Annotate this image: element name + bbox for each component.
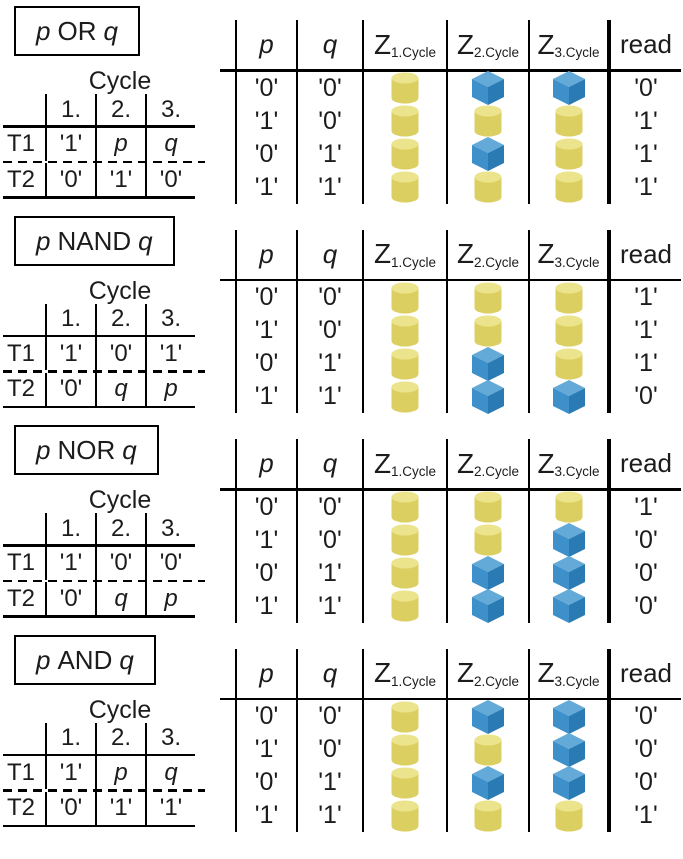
cylinder-icon bbox=[473, 799, 503, 833]
z-subscript-label: 3.Cycle bbox=[554, 464, 600, 479]
cell-q: '1' bbox=[296, 347, 362, 380]
cylinder-icon bbox=[390, 733, 420, 767]
cell-p: '1' bbox=[235, 380, 296, 413]
gate-operator: AND bbox=[57, 644, 113, 675]
col-header-q: q bbox=[296, 230, 362, 279]
left-pane bbox=[0, 215, 235, 409]
col-header-z-cycle-2 bbox=[446, 20, 528, 69]
truth-table bbox=[235, 230, 681, 414]
gate-operand-q: q bbox=[122, 435, 137, 465]
cell-z-cycle-2-cylinder bbox=[446, 799, 528, 832]
cycle-value-cell: '1' bbox=[45, 756, 95, 789]
gate-section-or bbox=[0, 5, 683, 204]
cycle-table-title: Cycle bbox=[88, 486, 152, 514]
cell-p: '0' bbox=[235, 557, 296, 590]
cube-icon bbox=[552, 588, 586, 624]
cylinder-icon bbox=[390, 104, 420, 138]
cell-z-cycle-1-cylinder bbox=[362, 138, 446, 171]
cylinder-icon bbox=[554, 104, 584, 138]
cell-z-cycle-2-cylinder bbox=[446, 491, 528, 524]
z-base-label: Z bbox=[537, 28, 555, 60]
cycle-table-title: Cycle bbox=[88, 695, 152, 724]
cell-q: '0' bbox=[296, 700, 362, 733]
cube-icon bbox=[552, 70, 586, 106]
gate-operator: OR bbox=[57, 16, 97, 46]
cube-icon bbox=[471, 555, 505, 591]
cell-z-cycle-2-cube bbox=[446, 700, 528, 733]
cylinder-icon bbox=[473, 733, 503, 767]
cycle-row-label: T1 bbox=[7, 339, 36, 367]
cycle-corner-cell bbox=[3, 723, 45, 754]
gate-label-box bbox=[14, 635, 156, 685]
cell-read: '1' bbox=[607, 171, 681, 204]
z-base-label: Z bbox=[373, 238, 392, 269]
right-pane bbox=[235, 20, 681, 204]
cell-p: '0' bbox=[235, 766, 296, 799]
cycle-col-header: 1. bbox=[45, 94, 95, 125]
cube-icon bbox=[552, 522, 586, 558]
cell-p: '0' bbox=[235, 281, 296, 314]
cell-z-cycle-3-cube bbox=[528, 380, 607, 413]
cycle-col-header: 3. bbox=[145, 304, 195, 335]
cylinder-icon bbox=[390, 347, 420, 381]
z-subscript-label: 2.Cycle bbox=[474, 45, 520, 60]
right-pane bbox=[235, 649, 681, 833]
cell-z-cycle-2-cube bbox=[446, 347, 528, 380]
cylinder-icon bbox=[390, 137, 420, 171]
cycle-bottom-rule bbox=[3, 406, 195, 409]
cylinder-icon bbox=[554, 490, 584, 524]
gate-section-nor bbox=[0, 424, 683, 623]
truth-table bbox=[235, 20, 681, 204]
cycle-row-label: T1 bbox=[7, 758, 36, 786]
cycle-row-label: T1 bbox=[7, 130, 36, 158]
cube-icon bbox=[471, 70, 505, 106]
gate-section-nand bbox=[0, 215, 683, 414]
cycle-row-label: T2 bbox=[7, 165, 36, 193]
cell-z-cycle-1-cylinder bbox=[362, 314, 446, 347]
cell-p: '1' bbox=[235, 590, 296, 623]
cell-z-cycle-2-cube bbox=[446, 590, 528, 623]
cell-q: '1' bbox=[296, 171, 362, 204]
cycle-col-header: 3. bbox=[145, 94, 195, 125]
cylinder-icon bbox=[390, 71, 420, 105]
left-pane bbox=[0, 424, 235, 618]
col-header-z-cycle-3 bbox=[528, 649, 607, 698]
cell-q: '0' bbox=[296, 281, 362, 314]
cycle-col-header: 2. bbox=[95, 513, 145, 544]
cell-z-cycle-3-cylinder bbox=[528, 314, 607, 347]
cell-z-cycle-3-cylinder bbox=[528, 138, 607, 171]
cell-z-cycle-2-cylinder bbox=[446, 281, 528, 314]
gate-operand-q: q bbox=[103, 16, 118, 46]
cube-icon bbox=[471, 588, 505, 624]
cycle-table bbox=[3, 68, 195, 199]
cell-q: '1' bbox=[296, 590, 362, 623]
cell-read: '0' bbox=[607, 590, 681, 623]
cycle-value-cell: '1' bbox=[95, 792, 145, 825]
z-subscript-label: 3.Cycle bbox=[554, 673, 600, 689]
cell-read: '1' bbox=[607, 491, 681, 524]
cycle-corner-cell bbox=[3, 513, 45, 544]
cell-z-cycle-1-cylinder bbox=[362, 347, 446, 380]
cycle-value-cell: '0' bbox=[45, 163, 95, 196]
truth-table bbox=[235, 439, 681, 623]
cylinder-icon bbox=[473, 281, 503, 315]
cell-z-cycle-1-cylinder bbox=[362, 799, 446, 832]
cell-read: '0' bbox=[607, 766, 681, 799]
cell-z-cycle-3-cube bbox=[528, 557, 607, 590]
cell-q: '0' bbox=[296, 733, 362, 766]
col-header-q: q bbox=[296, 439, 362, 488]
cube-icon bbox=[552, 699, 586, 735]
cycle-value-cell: p bbox=[145, 373, 195, 406]
col-header-z-cycle-1 bbox=[362, 439, 446, 488]
cycle-col-header: 1. bbox=[45, 304, 95, 335]
gate-operator: NOR bbox=[57, 435, 116, 465]
cube-icon bbox=[471, 136, 505, 172]
cube-icon bbox=[552, 732, 586, 768]
cycle-col-header: 2. bbox=[95, 94, 145, 125]
z-subscript-label: 1.Cycle bbox=[391, 254, 437, 270]
cylinder-icon bbox=[390, 700, 420, 734]
cube-icon bbox=[552, 379, 586, 415]
cycle-value-cell: p bbox=[95, 756, 145, 789]
right-pane bbox=[235, 439, 681, 623]
cell-z-cycle-1-cylinder bbox=[362, 557, 446, 590]
cell-q: '0' bbox=[296, 491, 362, 524]
cycle-row-label: T2 bbox=[7, 584, 36, 612]
cycle-value-cell: q bbox=[95, 582, 145, 615]
cell-z-cycle-1-cylinder bbox=[362, 766, 446, 799]
cylinder-icon bbox=[554, 137, 584, 171]
col-header-z-cycle-2 bbox=[446, 649, 528, 698]
cycle-value-cell: '0' bbox=[95, 337, 145, 370]
z-subscript-label: 2.Cycle bbox=[474, 673, 520, 689]
cell-z-cycle-3-cube bbox=[528, 733, 607, 766]
cycle-col-header: 3. bbox=[145, 513, 195, 544]
z-subscript-label: 2.Cycle bbox=[474, 464, 520, 479]
cylinder-icon bbox=[473, 170, 503, 204]
left-pane bbox=[0, 634, 235, 828]
col-header-z-cycle-1 bbox=[362, 649, 446, 698]
cycle-value-cell: '1' bbox=[145, 337, 195, 370]
cell-read: '1' bbox=[607, 281, 681, 314]
cycle-value-cell: p bbox=[95, 128, 145, 161]
gate-operand-p: p bbox=[36, 225, 51, 256]
cycle-col-header: 2. bbox=[95, 723, 145, 754]
cell-read: '1' bbox=[607, 347, 681, 380]
cell-p: '1' bbox=[235, 799, 296, 832]
cell-q: '0' bbox=[296, 524, 362, 557]
cell-z-cycle-1-cylinder bbox=[362, 524, 446, 557]
cycle-table-title: Cycle bbox=[88, 276, 152, 305]
z-base-label: Z bbox=[537, 657, 555, 688]
z-base-label: Z bbox=[456, 447, 475, 479]
col-header-q: q bbox=[296, 649, 362, 698]
cylinder-icon bbox=[390, 281, 420, 315]
cycle-bottom-rule bbox=[3, 615, 195, 618]
col-header-z-cycle-3 bbox=[528, 20, 607, 69]
col-header-read: read bbox=[607, 230, 681, 279]
z-subscript-label: 2.Cycle bbox=[474, 254, 520, 270]
z-subscript-label: 3.Cycle bbox=[554, 45, 600, 60]
gate-operand-q: q bbox=[119, 644, 134, 675]
cylinder-icon bbox=[390, 380, 420, 414]
cube-icon bbox=[471, 379, 505, 415]
cell-p: '0' bbox=[235, 700, 296, 733]
cycle-value-cell: q bbox=[95, 373, 145, 406]
cell-p: '0' bbox=[235, 491, 296, 524]
cell-z-cycle-2-cylinder bbox=[446, 733, 528, 766]
left-pane bbox=[0, 5, 235, 199]
cell-z-cycle-1-cylinder bbox=[362, 171, 446, 204]
cell-read: '0' bbox=[607, 72, 681, 105]
cycle-value-cell: '0' bbox=[95, 547, 145, 580]
cycle-value-cell: '1' bbox=[45, 547, 95, 580]
gate-operand-p: p bbox=[36, 435, 51, 465]
cell-read: '0' bbox=[607, 380, 681, 413]
cycle-table bbox=[3, 697, 195, 828]
col-header-z-cycle-3 bbox=[528, 230, 607, 279]
col-header-p: p bbox=[235, 439, 296, 488]
cell-read: '1' bbox=[607, 105, 681, 138]
cycle-grid bbox=[3, 513, 195, 618]
cycle-value-cell: '1' bbox=[95, 163, 145, 196]
cell-z-cycle-3-cylinder bbox=[528, 347, 607, 380]
cylinder-icon bbox=[390, 314, 420, 348]
cycle-grid bbox=[3, 94, 195, 199]
cell-p: '0' bbox=[235, 347, 296, 380]
truth-table bbox=[235, 649, 681, 833]
cell-z-cycle-1-cylinder bbox=[362, 491, 446, 524]
cylinder-icon bbox=[473, 314, 503, 348]
cycle-grid bbox=[3, 304, 195, 409]
cell-z-cycle-3-cube bbox=[528, 700, 607, 733]
cylinder-icon bbox=[390, 523, 420, 557]
cell-q: '1' bbox=[296, 557, 362, 590]
cell-q: '0' bbox=[296, 314, 362, 347]
cylinder-icon bbox=[554, 347, 584, 381]
col-header-read: read bbox=[607, 20, 681, 69]
cell-z-cycle-2-cylinder bbox=[446, 171, 528, 204]
cell-read: '1' bbox=[607, 799, 681, 832]
cycle-corner-cell bbox=[3, 94, 45, 125]
cell-p: '0' bbox=[235, 72, 296, 105]
gate-label-box bbox=[14, 6, 140, 56]
col-header-z-cycle-2 bbox=[446, 439, 528, 488]
cell-z-cycle-2-cube bbox=[446, 138, 528, 171]
cell-z-cycle-2-cube bbox=[446, 72, 528, 105]
cycle-value-cell: p bbox=[145, 582, 195, 615]
cycle-value-cell: '1' bbox=[45, 337, 95, 370]
col-header-read: read bbox=[607, 649, 681, 698]
cycle-value-cell: '0' bbox=[45, 373, 95, 406]
cell-z-cycle-3-cylinder bbox=[528, 171, 607, 204]
cell-q: '0' bbox=[296, 72, 362, 105]
cell-z-cycle-3-cylinder bbox=[528, 799, 607, 832]
cell-p: '1' bbox=[235, 105, 296, 138]
cube-icon bbox=[471, 699, 505, 735]
cube-icon bbox=[552, 555, 586, 591]
cycle-row-label: T2 bbox=[7, 375, 36, 403]
cylinder-icon bbox=[390, 589, 420, 623]
cycle-value-cell: '0' bbox=[45, 792, 95, 825]
cell-z-cycle-2-cube bbox=[446, 380, 528, 413]
cell-p: '0' bbox=[235, 138, 296, 171]
cell-z-cycle-3-cylinder bbox=[528, 105, 607, 138]
cylinder-icon bbox=[390, 799, 420, 833]
cell-z-cycle-1-cylinder bbox=[362, 733, 446, 766]
cell-z-cycle-2-cube bbox=[446, 557, 528, 590]
cell-z-cycle-1-cylinder bbox=[362, 105, 446, 138]
cylinder-icon bbox=[554, 281, 584, 315]
col-header-z-cycle-1 bbox=[362, 20, 446, 69]
z-base-label: Z bbox=[373, 28, 392, 60]
gate-operand-q: q bbox=[138, 225, 153, 256]
z-subscript-label: 1.Cycle bbox=[391, 45, 437, 60]
cube-icon bbox=[471, 346, 505, 382]
col-header-z-cycle-1 bbox=[362, 230, 446, 279]
cycle-table bbox=[3, 487, 195, 618]
gate-operator: NAND bbox=[57, 225, 132, 256]
cell-q: '1' bbox=[296, 138, 362, 171]
sections-root bbox=[0, 5, 683, 832]
cycle-col-header: 1. bbox=[45, 513, 95, 544]
gate-operand-p: p bbox=[36, 16, 51, 46]
cell-z-cycle-3-cylinder bbox=[528, 281, 607, 314]
cell-p: '1' bbox=[235, 171, 296, 204]
z-subscript-label: 3.Cycle bbox=[554, 254, 600, 270]
gate-label-box bbox=[14, 425, 159, 475]
cell-p: '1' bbox=[235, 524, 296, 557]
z-base-label: Z bbox=[456, 657, 475, 688]
cycle-corner-cell bbox=[3, 304, 45, 335]
cell-q: '1' bbox=[296, 799, 362, 832]
cell-read: '0' bbox=[607, 557, 681, 590]
gate-label-box bbox=[14, 216, 175, 266]
cell-z-cycle-3-cylinder bbox=[528, 491, 607, 524]
cylinder-icon bbox=[554, 314, 584, 348]
cycle-table-title: Cycle bbox=[88, 67, 152, 95]
cell-z-cycle-1-cylinder bbox=[362, 590, 446, 623]
cycle-table bbox=[3, 278, 195, 409]
cycle-value-cell: '1' bbox=[45, 128, 95, 161]
cylinder-icon bbox=[473, 104, 503, 138]
z-base-label: Z bbox=[373, 447, 392, 479]
z-base-label: Z bbox=[456, 28, 475, 60]
cycle-bottom-rule bbox=[3, 196, 195, 199]
cylinder-icon bbox=[390, 766, 420, 800]
cell-z-cycle-1-cylinder bbox=[362, 281, 446, 314]
cell-z-cycle-1-cylinder bbox=[362, 380, 446, 413]
cell-read: '0' bbox=[607, 524, 681, 557]
cycle-value-cell: q bbox=[145, 128, 195, 161]
cell-q: '0' bbox=[296, 105, 362, 138]
right-pane bbox=[235, 230, 681, 414]
cycle-col-header: 1. bbox=[45, 723, 95, 754]
cell-z-cycle-3-cube bbox=[528, 590, 607, 623]
col-header-q: q bbox=[296, 20, 362, 69]
cylinder-icon bbox=[473, 490, 503, 524]
cylinder-icon bbox=[390, 556, 420, 590]
cycle-value-cell: '0' bbox=[45, 582, 95, 615]
gate-operand-p: p bbox=[36, 644, 51, 675]
cell-q: '1' bbox=[296, 766, 362, 799]
cell-q: '1' bbox=[296, 380, 362, 413]
z-base-label: Z bbox=[537, 238, 555, 269]
cell-read: '1' bbox=[607, 314, 681, 347]
col-header-z-cycle-3 bbox=[528, 439, 607, 488]
cell-z-cycle-2-cylinder bbox=[446, 524, 528, 557]
cylinder-icon bbox=[554, 170, 584, 204]
cell-read: '0' bbox=[607, 700, 681, 733]
z-base-label: Z bbox=[456, 238, 475, 269]
cylinder-icon bbox=[473, 523, 503, 557]
cell-z-cycle-1-cylinder bbox=[362, 700, 446, 733]
cell-p: '1' bbox=[235, 733, 296, 766]
cell-z-cycle-2-cube bbox=[446, 766, 528, 799]
cycle-value-cell: '0' bbox=[145, 163, 195, 196]
cylinder-icon bbox=[390, 170, 420, 204]
col-header-read: read bbox=[607, 439, 681, 488]
cell-p: '1' bbox=[235, 314, 296, 347]
z-base-label: Z bbox=[373, 657, 392, 688]
cycle-col-header: 3. bbox=[145, 723, 195, 754]
col-header-p: p bbox=[235, 230, 296, 279]
cube-icon bbox=[552, 765, 586, 801]
col-header-p: p bbox=[235, 649, 296, 698]
cell-read: '1' bbox=[607, 138, 681, 171]
z-subscript-label: 1.Cycle bbox=[391, 673, 437, 689]
cube-icon bbox=[471, 765, 505, 801]
cell-z-cycle-3-cube bbox=[528, 524, 607, 557]
z-base-label: Z bbox=[537, 447, 555, 479]
cell-z-cycle-1-cylinder bbox=[362, 72, 446, 105]
cell-z-cycle-2-cylinder bbox=[446, 314, 528, 347]
cycle-bottom-rule bbox=[3, 825, 195, 828]
cycle-value-cell: '0' bbox=[145, 547, 195, 580]
cycle-row-label: T2 bbox=[7, 794, 36, 822]
cell-z-cycle-3-cube bbox=[528, 72, 607, 105]
cycle-col-header: 2. bbox=[95, 304, 145, 335]
gate-section-and bbox=[0, 634, 683, 833]
cell-z-cycle-2-cylinder bbox=[446, 105, 528, 138]
cell-read: '0' bbox=[607, 733, 681, 766]
cycle-row-label: T1 bbox=[7, 549, 36, 577]
col-header-z-cycle-2 bbox=[446, 230, 528, 279]
col-header-p: p bbox=[235, 20, 296, 69]
cycle-value-cell: q bbox=[145, 756, 195, 789]
cylinder-icon bbox=[390, 490, 420, 524]
z-subscript-label: 1.Cycle bbox=[391, 464, 437, 479]
cycle-grid bbox=[3, 723, 195, 828]
cylinder-icon bbox=[554, 799, 584, 833]
cycle-value-cell: '1' bbox=[145, 792, 195, 825]
cell-z-cycle-3-cube bbox=[528, 766, 607, 799]
